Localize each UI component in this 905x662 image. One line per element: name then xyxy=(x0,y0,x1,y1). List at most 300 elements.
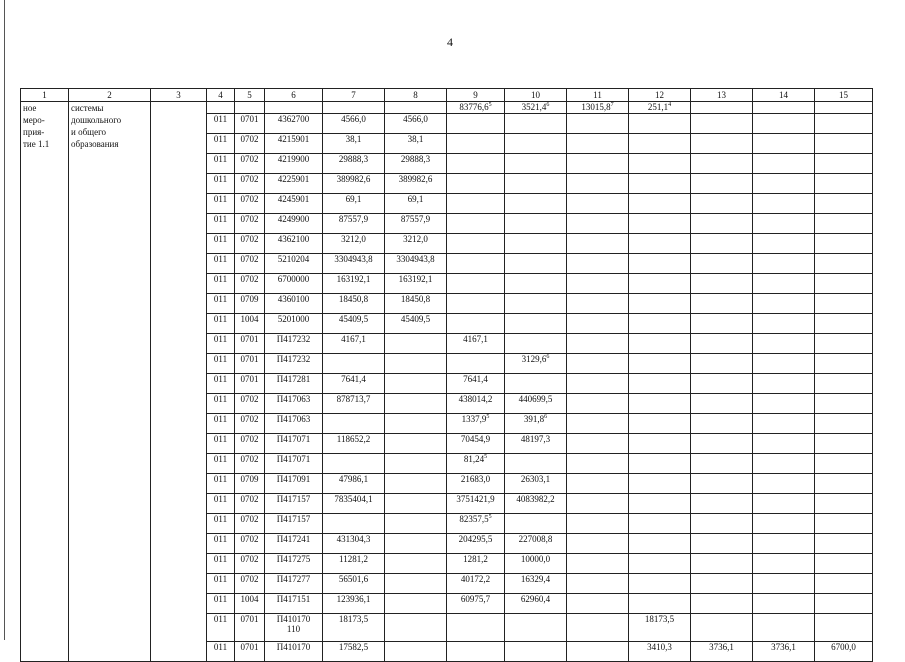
cell-c10 xyxy=(505,414,567,434)
cell-value: 3751421,9 xyxy=(456,494,495,504)
cell-value: 0701 xyxy=(240,334,259,344)
cell-value: 0702 xyxy=(240,514,259,524)
cell-c14 xyxy=(753,214,815,234)
cell-c15 xyxy=(815,102,873,114)
cell-c10 xyxy=(505,454,567,474)
cell-value: 011 xyxy=(213,134,228,144)
cell-c4 xyxy=(207,294,235,314)
cell-value: 83776,6 xyxy=(459,102,489,112)
cell-c10 xyxy=(505,254,567,274)
cell-c8 xyxy=(385,434,447,454)
cell-value: 011 xyxy=(213,374,228,384)
cell-c6 xyxy=(265,454,323,474)
cell-c5 xyxy=(235,394,265,414)
cell-value: П417157 xyxy=(276,494,311,504)
cell-c5 xyxy=(235,234,265,254)
cell-c5 xyxy=(235,194,265,214)
cell-c13 xyxy=(691,274,753,294)
cell-c15 xyxy=(815,314,873,334)
cell-c5 xyxy=(235,174,265,194)
cell-c4 xyxy=(207,134,235,154)
cell-value: 0702 xyxy=(240,394,259,404)
cell-c12 xyxy=(629,134,691,154)
cell-value: 38,1 xyxy=(407,134,424,144)
cell-c8 xyxy=(385,514,447,534)
cell-c14 xyxy=(753,514,815,534)
cell-c4 xyxy=(207,594,235,614)
cell-c12 xyxy=(629,194,691,214)
cell-c14 xyxy=(753,234,815,254)
cell-value: 13015,8 xyxy=(581,102,611,112)
cell-value: 011 xyxy=(213,314,228,324)
cell-value: 389982,6 xyxy=(398,174,433,184)
cell-value: 011 xyxy=(213,274,228,284)
cell-value: 56501,6 xyxy=(338,574,369,584)
cell-c5 xyxy=(235,474,265,494)
cell-value: 45409,5 xyxy=(338,314,369,324)
footnote-marker: 6 xyxy=(544,414,548,420)
cell-c5 xyxy=(235,102,265,114)
cell-value: 4566,0 xyxy=(403,114,428,124)
cell-c11 xyxy=(567,642,629,662)
cell-c10 xyxy=(505,194,567,214)
cell-value: 118652,2 xyxy=(336,434,371,444)
cell-c6 xyxy=(265,494,323,514)
cell-c12 xyxy=(629,174,691,194)
cell-c11 xyxy=(567,274,629,294)
cell-value: 47986,1 xyxy=(338,474,369,484)
cell-c5 xyxy=(235,374,265,394)
table-body xyxy=(21,89,873,662)
cell-c8 xyxy=(385,454,447,474)
cell-c15 xyxy=(815,234,873,254)
cell-c10 xyxy=(505,494,567,514)
cell-c10 xyxy=(505,234,567,254)
cell-c11 xyxy=(567,474,629,494)
cell-c15 xyxy=(815,594,873,614)
cell-c14 xyxy=(753,174,815,194)
cell-value: 0701 xyxy=(240,374,259,384)
cell-value: 82357,5 xyxy=(459,514,489,524)
cell-c11 xyxy=(567,494,629,514)
cell-c11 xyxy=(567,314,629,334)
cell-c8 xyxy=(385,414,447,434)
cell-value: 011 xyxy=(213,414,228,424)
cell-c11 xyxy=(567,134,629,154)
cell-c5 xyxy=(235,554,265,574)
cell-c11 xyxy=(567,614,629,642)
cell-c14 xyxy=(753,114,815,134)
cell-value: 011 xyxy=(213,234,228,244)
cell-value: 431304,3 xyxy=(336,534,371,544)
cell-c8 xyxy=(385,114,447,134)
cell-value: 011 xyxy=(213,574,228,584)
cell-value: 69,1 xyxy=(345,194,362,204)
cell-c4 xyxy=(207,354,235,374)
cell-value: 011 xyxy=(213,354,228,364)
cell-value: 1004 xyxy=(240,594,259,604)
footnote-marker: 5 xyxy=(488,514,492,520)
cell-c15 xyxy=(815,394,873,414)
cell-c11 xyxy=(567,454,629,474)
cell-c12 xyxy=(629,594,691,614)
measure-label-line: ное xyxy=(23,103,37,113)
cell-c8 xyxy=(385,594,447,614)
cell-c15 xyxy=(815,354,873,374)
cell-c10 xyxy=(505,214,567,234)
cell-value: 011 xyxy=(213,114,228,124)
cell-value: 4249900 xyxy=(277,214,310,224)
cell-value: 48197,3 xyxy=(520,434,551,444)
cell-value: 0702 xyxy=(240,174,259,184)
cell-c15 xyxy=(815,174,873,194)
cell-value: 0702 xyxy=(240,534,259,544)
cell-c4 xyxy=(207,314,235,334)
cell-c14 xyxy=(753,414,815,434)
cell-c4 xyxy=(207,642,235,662)
cell-value: 391,8 xyxy=(523,414,545,424)
cell-value: 0702 xyxy=(240,254,259,264)
cell-value: 0701 xyxy=(240,614,259,624)
cell-value: 0701 xyxy=(240,114,259,124)
cell-value: 011 xyxy=(213,514,228,524)
cell-c4 xyxy=(207,554,235,574)
cell-value: 38,1 xyxy=(345,134,362,144)
cell-c9 xyxy=(447,354,505,374)
cell-c8 xyxy=(385,534,447,554)
cell-value: П417157 xyxy=(276,514,311,524)
cell-value: 0702 xyxy=(240,194,259,204)
cell-c9 xyxy=(447,574,505,594)
cell-c9 xyxy=(447,154,505,174)
cell-c9 xyxy=(447,414,505,434)
cell-c13 xyxy=(691,354,753,374)
cell-value: 1337,9 xyxy=(461,414,487,424)
cell-c12 xyxy=(629,514,691,534)
cell-c14 xyxy=(753,314,815,334)
measure-label-line: тие 1.1 xyxy=(23,139,50,149)
cell-value: 16329,4 xyxy=(520,574,551,584)
table-row xyxy=(21,102,873,114)
cell-c5 xyxy=(235,614,265,642)
cell-c8 xyxy=(385,554,447,574)
cell-c6 xyxy=(265,314,323,334)
cell-value: 3212,0 xyxy=(341,234,366,244)
cell-c6 xyxy=(265,394,323,414)
column-number-cell: 11 xyxy=(567,89,629,102)
cell-value: 204295,5 xyxy=(458,534,493,544)
cell-value: 011 xyxy=(213,394,228,404)
cell-value: 29888,3 xyxy=(338,154,369,164)
cell-value: 5201000 xyxy=(277,314,310,324)
cell-value: 1004 xyxy=(240,314,259,324)
cell-c12 xyxy=(629,294,691,314)
cell-c9 xyxy=(447,234,505,254)
cell-c8 xyxy=(385,614,447,642)
cell-c13 xyxy=(691,614,753,642)
cell-value: 878713,7 xyxy=(336,394,371,404)
cell-value: 7641,4 xyxy=(341,374,366,384)
cell-c7 xyxy=(323,294,385,314)
cell-c13 xyxy=(691,474,753,494)
cell-c11 xyxy=(567,534,629,554)
cell-c5 xyxy=(235,254,265,274)
cell-c4 xyxy=(207,494,235,514)
cell-c14 xyxy=(753,614,815,642)
cell-c11 xyxy=(567,514,629,534)
footnote-marker: 5 xyxy=(486,414,490,420)
page-number: 4 xyxy=(447,35,453,49)
cell-value: 3304943,8 xyxy=(334,254,373,264)
cell-c13 xyxy=(691,234,753,254)
cell-c4 xyxy=(207,274,235,294)
cell-c7 xyxy=(323,554,385,574)
cell-c15 xyxy=(815,274,873,294)
measure-label-line: меро- xyxy=(23,115,45,125)
cell-c12 xyxy=(629,354,691,374)
cell-c10 xyxy=(505,514,567,534)
cell-value: П417277 xyxy=(276,574,311,584)
cell-c13 xyxy=(691,254,753,274)
cell-c10 xyxy=(505,534,567,554)
cell-c14 xyxy=(753,254,815,274)
cell-c5 xyxy=(235,534,265,554)
cell-value-second-line: 110 xyxy=(286,624,301,634)
cell-c12 xyxy=(629,434,691,454)
cell-value: 0702 xyxy=(240,454,259,464)
cell-c4 xyxy=(207,114,235,134)
cell-c8 xyxy=(385,474,447,494)
cell-c7 xyxy=(323,314,385,334)
cell-value: 440699,5 xyxy=(518,394,553,404)
cell-c6 xyxy=(265,254,323,274)
cell-value: 0709 xyxy=(240,474,259,484)
cell-c15 xyxy=(815,114,873,134)
cell-value: 011 xyxy=(213,334,228,344)
cell-value: 70454,9 xyxy=(460,434,491,444)
cell-value: 4083982,2 xyxy=(516,494,555,504)
measure-description-cell xyxy=(69,102,151,662)
cell-c5 xyxy=(235,114,265,134)
cell-c8 xyxy=(385,294,447,314)
cell-c5 xyxy=(235,494,265,514)
cell-value: 29888,3 xyxy=(400,154,431,164)
cell-c12 xyxy=(629,114,691,134)
cell-value: 6700000 xyxy=(277,274,310,284)
cell-c15 xyxy=(815,454,873,474)
cell-c12 xyxy=(629,454,691,474)
cell-c15 xyxy=(815,554,873,574)
cell-value: 0702 xyxy=(240,134,259,144)
cell-c10 xyxy=(505,274,567,294)
cell-c8 xyxy=(385,234,447,254)
cell-c11 xyxy=(567,174,629,194)
cell-c10 xyxy=(505,294,567,314)
measure-description-line: и общего xyxy=(71,127,107,137)
cell-c15 xyxy=(815,374,873,394)
cell-c8 xyxy=(385,102,447,114)
cell-c8 xyxy=(385,154,447,174)
cell-c9 xyxy=(447,334,505,354)
cell-c10 xyxy=(505,434,567,454)
cell-value: 4362700 xyxy=(277,114,310,124)
cell-value: 3304943,8 xyxy=(396,254,435,264)
cell-value: 17582,5 xyxy=(338,642,369,652)
cell-value: П417063 xyxy=(276,394,311,404)
cell-c9 xyxy=(447,394,505,414)
cell-value: П417232 xyxy=(276,354,311,364)
cell-c8 xyxy=(385,134,447,154)
measure-description-line: дошкольного xyxy=(71,115,122,125)
cell-c11 xyxy=(567,234,629,254)
cell-c10 xyxy=(505,474,567,494)
cell-value: 0702 xyxy=(240,274,259,284)
cell-c9 xyxy=(447,614,505,642)
cell-value: 10000,0 xyxy=(520,554,551,564)
cell-c13 xyxy=(691,154,753,174)
cell-c4 xyxy=(207,394,235,414)
cell-c5 xyxy=(235,294,265,314)
cell-value: 81,24 xyxy=(463,454,485,464)
cell-value: 18450,8 xyxy=(338,294,369,304)
cell-c8 xyxy=(385,334,447,354)
cell-c9 xyxy=(447,454,505,474)
cell-value: 011 xyxy=(213,554,228,564)
footnote-marker: 6 xyxy=(546,354,550,360)
cell-c9 xyxy=(447,294,505,314)
cell-value: 011 xyxy=(213,434,228,444)
cell-c4 xyxy=(207,534,235,554)
cell-c14 xyxy=(753,554,815,574)
cell-c13 xyxy=(691,214,753,234)
cell-value: 4219900 xyxy=(277,154,310,164)
cell-c15 xyxy=(815,614,873,642)
cell-c10 xyxy=(505,114,567,134)
cell-value: 011 xyxy=(213,534,228,544)
cell-c12 xyxy=(629,214,691,234)
cell-c12 xyxy=(629,534,691,554)
cell-c13 xyxy=(691,294,753,314)
cell-c11 xyxy=(567,374,629,394)
cell-value: 11281,2 xyxy=(339,554,368,564)
cell-c13 xyxy=(691,594,753,614)
cell-c7 xyxy=(323,594,385,614)
column-number-cell: 12 xyxy=(629,89,691,102)
cell-c6 xyxy=(265,554,323,574)
cell-value: 0702 xyxy=(240,234,259,244)
cell-c15 xyxy=(815,334,873,354)
cell-c10 xyxy=(505,574,567,594)
cell-value: 011 xyxy=(213,474,228,484)
cell-c10 xyxy=(505,374,567,394)
cell-value: 011 xyxy=(213,642,228,652)
cell-c11 xyxy=(567,214,629,234)
cell-c9 xyxy=(447,374,505,394)
cell-c4 xyxy=(207,334,235,354)
cell-c9 xyxy=(447,134,505,154)
cell-c6 xyxy=(265,474,323,494)
cell-c7 xyxy=(323,394,385,414)
cell-c9 xyxy=(447,274,505,294)
cell-c13 xyxy=(691,394,753,414)
cell-value: 011 xyxy=(213,174,228,184)
cell-value: 011 xyxy=(213,454,228,464)
cell-c4 xyxy=(207,194,235,214)
cell-c8 xyxy=(385,274,447,294)
cell-c7 xyxy=(323,454,385,474)
cell-c11 xyxy=(567,114,629,134)
cell-c12 xyxy=(629,614,691,642)
cell-c11 xyxy=(567,554,629,574)
cell-c9 xyxy=(447,214,505,234)
cell-c14 xyxy=(753,194,815,214)
cell-value: 227008,8 xyxy=(518,534,553,544)
cell-c8 xyxy=(385,374,447,394)
cell-c4 xyxy=(207,174,235,194)
cell-c5 xyxy=(235,414,265,434)
cell-value: 011 xyxy=(213,254,228,264)
cell-value: П417232 xyxy=(276,334,311,344)
cell-c4 xyxy=(207,474,235,494)
cell-value: 0702 xyxy=(240,554,259,564)
cell-value: 18173,5 xyxy=(338,614,369,624)
column-number-cell: 13 xyxy=(691,89,753,102)
cell-c13 xyxy=(691,114,753,134)
cell-value: П417151 xyxy=(276,594,311,604)
cell-c13 xyxy=(691,534,753,554)
cell-c10 xyxy=(505,314,567,334)
column-number-cell: 8 xyxy=(385,89,447,102)
cell-c5 xyxy=(235,314,265,334)
cell-c14 xyxy=(753,474,815,494)
cell-c4 xyxy=(207,102,235,114)
cell-value: П417071 xyxy=(276,434,311,444)
cell-value: 3212,0 xyxy=(403,234,428,244)
column-number-cell: 15 xyxy=(815,89,873,102)
cell-c10 xyxy=(505,174,567,194)
cell-c14 xyxy=(753,494,815,514)
cell-value: 011 xyxy=(213,594,228,604)
cell-c5 xyxy=(235,214,265,234)
cell-c8 xyxy=(385,642,447,662)
measure-description-line: образования xyxy=(71,139,119,149)
cell-c4 xyxy=(207,614,235,642)
measure-label-line: прия- xyxy=(23,127,45,137)
cell-c11 xyxy=(567,434,629,454)
cell-c15 xyxy=(815,514,873,534)
cell-value: 0702 xyxy=(240,154,259,164)
cell-c11 xyxy=(567,394,629,414)
cell-c4 xyxy=(207,514,235,534)
column-number-cell: 14 xyxy=(753,89,815,102)
cell-c7 xyxy=(323,642,385,662)
cell-c14 xyxy=(753,134,815,154)
cell-c7 xyxy=(323,274,385,294)
cell-c5 xyxy=(235,354,265,374)
cell-c7 xyxy=(323,134,385,154)
cell-c12 xyxy=(629,314,691,334)
cell-c11 xyxy=(567,294,629,314)
cell-c12 xyxy=(629,334,691,354)
cell-c6 xyxy=(265,574,323,594)
cell-value: П417241 xyxy=(276,534,311,544)
cell-c12 xyxy=(629,102,691,114)
cell-c11 xyxy=(567,414,629,434)
cell-c8 xyxy=(385,574,447,594)
cell-c11 xyxy=(567,102,629,114)
cell-value: 389982,6 xyxy=(336,174,371,184)
cell-c13 xyxy=(691,314,753,334)
